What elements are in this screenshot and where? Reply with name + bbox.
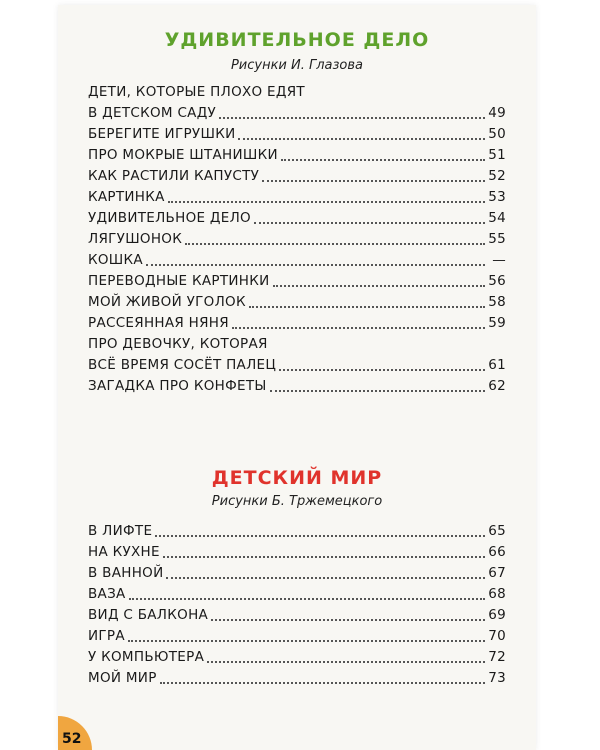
dot-leader xyxy=(168,200,485,203)
toc-entry-page-number: 73 xyxy=(488,670,506,686)
toc-entry-title: КАРТИНКА xyxy=(88,189,165,205)
toc-entry xyxy=(88,626,506,647)
dot-leader xyxy=(249,305,485,308)
toc-entry-page-number: 51 xyxy=(488,147,506,163)
section-credit-trzhemetsky: Рисунки Б. Тржемецкого xyxy=(211,494,383,509)
toc-entry-title: В ВАННОЙ xyxy=(88,565,164,581)
toc-entry xyxy=(88,647,506,668)
toc-entry-title: ПЕРЕВОДНЫЕ КАРТИНКИ xyxy=(88,273,270,289)
toc-entry-title: ЗАГАДКА ПРО КОНФЕТЫ xyxy=(88,378,267,394)
dot-leader xyxy=(270,389,485,392)
toc-entry xyxy=(88,250,506,271)
toc-entry xyxy=(88,124,506,145)
toc-entry xyxy=(88,229,506,250)
toc-entry-page-number: 50 xyxy=(488,126,506,142)
toc-entry-title: В ДЕТСКОМ САДУ xyxy=(88,105,217,121)
toc-entry-title: БЕРЕГИТЕ ИГРУШКИ xyxy=(88,126,236,142)
dot-leader xyxy=(163,555,485,558)
section-title-amazing-thing: УДИВИТЕЛЬНОЕ ДЕЛО xyxy=(164,29,430,51)
toc-entry-page-number: 54 xyxy=(488,210,506,226)
toc-entry-title: ВИД С БАЛКОНА xyxy=(88,607,209,623)
toc-entry-page-number: 49 xyxy=(488,105,506,121)
toc-entry-page-number: 72 xyxy=(488,649,506,665)
dot-leader xyxy=(281,158,485,161)
dot-leader xyxy=(128,639,485,642)
dot-leader xyxy=(207,660,485,663)
toc-entry-page-number: 69 xyxy=(488,607,506,623)
dot-leader xyxy=(211,618,485,621)
table-of-contents-section-2 xyxy=(88,521,506,689)
dot-leader xyxy=(166,576,485,579)
toc-entry xyxy=(88,376,506,397)
toc-entry-title: УДИВИТЕЛЬНОЕ ДЕЛО xyxy=(88,210,251,226)
dot-leader xyxy=(155,534,485,537)
toc-entry xyxy=(88,166,506,187)
table-of-contents-section-1 xyxy=(88,82,506,397)
toc-entry-page-number: 67 xyxy=(488,565,506,581)
toc-entry-title: ВСЁ ВРЕМЯ СОСЁТ ПАЛЕЦ xyxy=(88,357,277,373)
toc-entry xyxy=(88,187,506,208)
toc-entry xyxy=(88,292,506,313)
dot-leader xyxy=(146,263,485,266)
toc-entry xyxy=(88,605,506,626)
toc-entry-page-number: 65 xyxy=(488,523,506,539)
dot-leader xyxy=(254,221,485,224)
toc-entry-title: В ЛИФТЕ xyxy=(88,523,153,539)
section-credit-glazov: Рисунки И. Глазова xyxy=(230,58,364,73)
toc-entry xyxy=(88,82,506,124)
toc-entry-page-number: 62 xyxy=(488,378,506,394)
toc-entry-title: КОШКА xyxy=(88,252,143,268)
toc-entry-page-number: 58 xyxy=(488,294,506,310)
toc-entry-title: МОЙ МИР xyxy=(88,670,157,686)
toc-entry xyxy=(88,542,506,563)
toc-entry-page-number: 52 xyxy=(488,168,506,184)
dot-leader xyxy=(273,284,485,287)
dot-leader xyxy=(279,368,485,371)
toc-entry-page-number: 66 xyxy=(488,544,506,560)
toc-entry-page-number: 68 xyxy=(488,586,506,602)
toc-entry-title-first-line: ПРО ДЕВОЧКУ, КОТОРАЯ xyxy=(88,336,268,352)
toc-entry-page-number: 56 xyxy=(488,273,506,289)
toc-entry-page-number: 70 xyxy=(488,628,506,644)
toc-entry-title-first-line: ДЕТИ, КОТОРЫЕ ПЛОХО ЕДЯТ xyxy=(88,84,305,100)
toc-entry xyxy=(88,668,506,689)
toc-entry-title: ПРО МОКРЫЕ ШТАНИШКИ xyxy=(88,147,278,163)
dot-leader xyxy=(232,326,485,329)
toc-entry xyxy=(88,271,506,292)
toc-entry xyxy=(88,584,506,605)
toc-entry xyxy=(88,563,506,584)
toc-entry-title: РАССЕЯННАЯ НЯНЯ xyxy=(88,315,229,331)
toc-entry-page-number: 55 xyxy=(488,231,506,247)
toc-entry-title: ВАЗА xyxy=(88,586,126,602)
toc-entry xyxy=(88,145,506,166)
toc-entry-title: МОЙ ЖИВОЙ УГОЛОК xyxy=(88,294,246,310)
dot-leader xyxy=(219,116,485,119)
dot-leader xyxy=(238,137,485,140)
section-title-children-world: ДЕТСКИЙ МИР xyxy=(211,467,383,489)
toc-entry-page-number: 61 xyxy=(488,357,506,373)
toc-entry-title: НА КУХНЕ xyxy=(88,544,160,560)
dot-leader xyxy=(160,681,485,684)
toc-entry-page-number: — xyxy=(492,252,506,268)
dot-leader xyxy=(262,179,485,182)
dot-leader xyxy=(129,597,485,600)
toc-entry-title: КАК РАСТИЛИ КАПУСТУ xyxy=(88,168,260,184)
toc-entry-title: ЛЯГУШОНОК xyxy=(88,231,183,247)
toc-entry-page-number: 59 xyxy=(488,315,506,331)
dot-leader xyxy=(185,242,485,245)
toc-entry-page-number: 53 xyxy=(488,189,506,205)
toc-entry xyxy=(88,521,506,542)
toc-entry xyxy=(88,313,506,334)
page-number: 52 xyxy=(62,731,82,747)
toc-entry-title: У КОМПЬЮТЕРА xyxy=(88,649,205,665)
toc-entry-title: ИГРА xyxy=(88,628,125,644)
book-page xyxy=(58,5,536,750)
toc-entry xyxy=(88,208,506,229)
toc-entry xyxy=(88,334,506,376)
